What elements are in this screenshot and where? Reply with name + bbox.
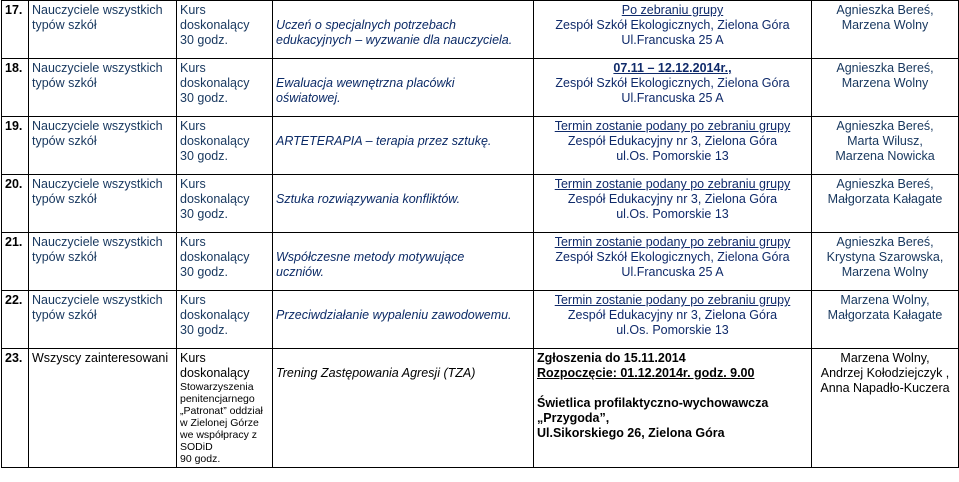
- row-number: 21.: [2, 233, 29, 291]
- table-row: [2, 291, 959, 349]
- schedule-body: [2, 1, 959, 468]
- course-title: Ewaluacja wewnętrzna placówki oświatowej.: [273, 59, 534, 117]
- course-title: ARTETERAPIA – terapia przez sztukę.: [273, 117, 534, 175]
- table-row: [2, 1, 959, 59]
- target-audience: Wszyscy zainteresowani: [29, 349, 177, 468]
- target-audience: Nauczyciele wszystkich typów szkół: [29, 1, 177, 59]
- course-place: Termin zostanie podany po zebraniu grupy Zespół Szkół Ekologicznych, Zielona Góra Ul.Francuska 25 A: [534, 233, 812, 291]
- course-type: Kurs doskonalący 30 godz.: [177, 233, 273, 291]
- course-leaders: Agnieszka Bereś, Marzena Wolny: [812, 59, 959, 117]
- table-row: [2, 175, 959, 233]
- course-type: Kurs doskonalący 30 godz.: [177, 175, 273, 233]
- table-row: [2, 117, 959, 175]
- table-row: [2, 59, 959, 117]
- course-title: Uczeń o specjalnych potrzebach edukacyjnych – wyzwanie dla nauczyciela.: [273, 1, 534, 59]
- course-title: Sztuka rozwiązywania konfliktów.: [273, 175, 534, 233]
- course-leaders: Agnieszka Bereś, Krystyna Szarowska, Marzena Wolny: [812, 233, 959, 291]
- course-schedule-table: [1, 0, 959, 468]
- course-place: Termin zostanie podany po zebraniu grupy Zespół Edukacyjny nr 3, Zielona Góra ul.Os. Pomorskie 13: [534, 291, 812, 349]
- course-leaders: Agnieszka Bereś, Marta Wilusz, Marzena Nowicka: [812, 117, 959, 175]
- course-place: Zgłoszenia do 15.11.2014 Rozpoczęcie: 01.12.2014r. godz. 9.00 Świetlica profilaktyczno-wychowawcza „Przygoda”, Ul.Sikorskiego 26, Zielona Góra: [534, 349, 812, 468]
- row-number: 23.: [2, 349, 29, 468]
- course-type: Kurs doskonalący 30 godz.: [177, 59, 273, 117]
- course-place: Termin zostanie podany po zebraniu grupy Zespół Edukacyjny nr 3, Zielona Góra ul.Os. Pomorskie 13: [534, 175, 812, 233]
- row-number: 22.: [2, 291, 29, 349]
- course-place: 07.11 – 12.12.2014r., Zespół Szkół Ekologicznych, Zielona Góra Ul.Francuska 25 A: [534, 59, 812, 117]
- course-place: Po zebraniu grupy Zespół Szkół Ekologicznych, Zielona Góra Ul.Francuska 25 A: [534, 1, 812, 59]
- target-audience: Nauczyciele wszystkich typów szkół: [29, 175, 177, 233]
- table-row: [2, 233, 959, 291]
- course-leaders: Marzena Wolny, Małgorzata Kałagate: [812, 291, 959, 349]
- target-audience: Nauczyciele wszystkich typów szkół: [29, 59, 177, 117]
- course-title: Przeciwdziałanie wypaleniu zawodowemu.: [273, 291, 534, 349]
- course-type: Kurs doskonalący 30 godz.: [177, 1, 273, 59]
- target-audience: Nauczyciele wszystkich typów szkół: [29, 117, 177, 175]
- course-leaders: Agnieszka Bereś, Marzena Wolny: [812, 1, 959, 59]
- course-place: Termin zostanie podany po zebraniu grupy Zespół Edukacyjny nr 3, Zielona Góra ul.Os. Pomorskie 13: [534, 117, 812, 175]
- course-type: Kurs doskonalący 30 godz.: [177, 117, 273, 175]
- row-number: 20.: [2, 175, 29, 233]
- target-audience: Nauczyciele wszystkich typów szkół: [29, 291, 177, 349]
- row-number: 18.: [2, 59, 29, 117]
- table-row: [2, 349, 959, 468]
- target-audience: Nauczyciele wszystkich typów szkół: [29, 233, 177, 291]
- course-type: Kurs doskonalący 30 godz.: [177, 291, 273, 349]
- course-title: Współczesne metody motywujące uczniów.: [273, 233, 534, 291]
- row-number: 19.: [2, 117, 29, 175]
- course-leaders: Marzena Wolny, Andrzej Kołodziejczyk , Anna Napadło-Kuczera: [812, 349, 959, 468]
- course-title: Trening Zastępowania Agresji (TZA): [273, 349, 534, 468]
- course-leaders: Agnieszka Bereś, Małgorzata Kałagate: [812, 175, 959, 233]
- row-number: 17.: [2, 1, 29, 59]
- course-type: Kurs doskonalący Stowarzyszenia penitencjarnego „Patronat” oddział w Zielonej Górze we współpracy z SODiD 90 godz.: [177, 349, 273, 468]
